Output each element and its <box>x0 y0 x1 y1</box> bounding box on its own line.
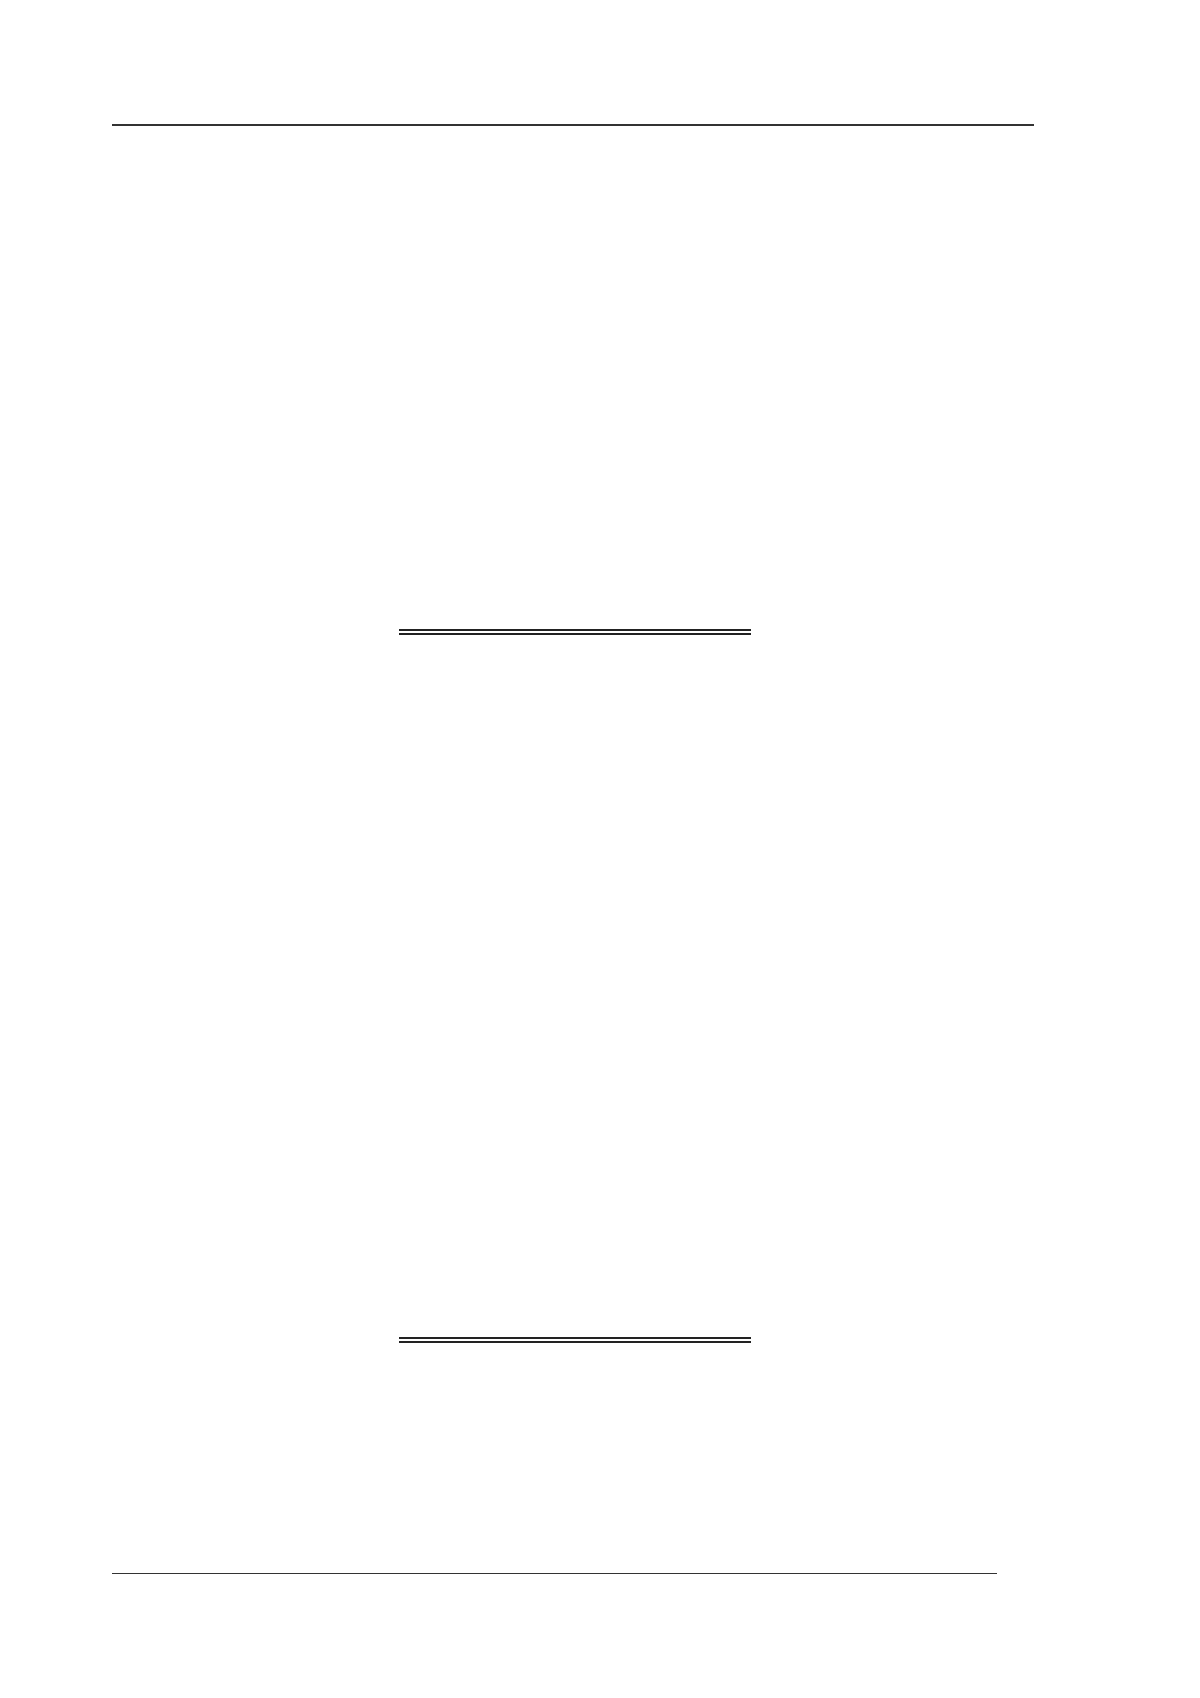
header-rule <box>112 124 1034 126</box>
section-divider-top <box>399 629 751 635</box>
section-divider-bottom <box>399 1337 751 1343</box>
footer-rule <box>112 1573 997 1574</box>
